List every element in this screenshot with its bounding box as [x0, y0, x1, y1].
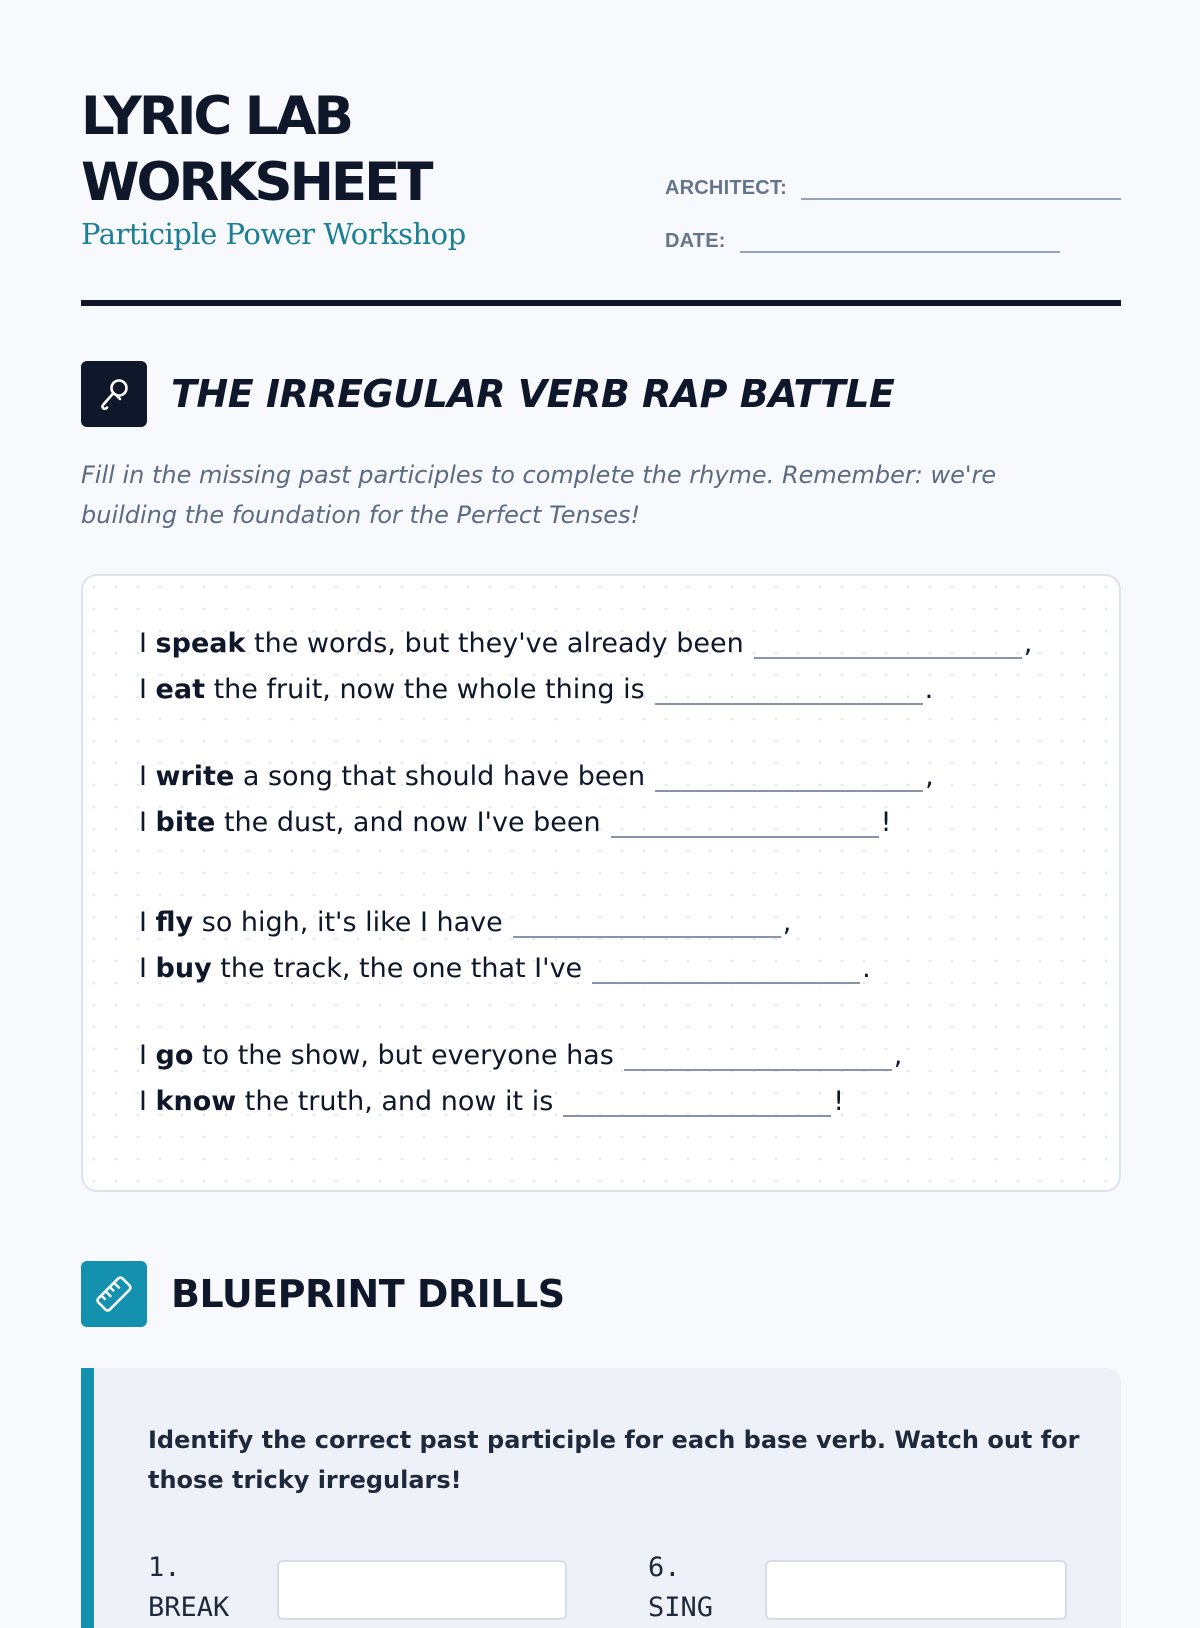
participle-blank[interactable] [611, 814, 879, 838]
drill-answer-input-1[interactable] [277, 1560, 567, 1620]
rap-line-prefix: I [139, 1040, 156, 1071]
blueprint-drills-section-header [81, 1261, 565, 1327]
architect-label: ARCHITECT: [665, 177, 787, 199]
header [81, 84, 1121, 304]
drill-box [81, 1368, 1121, 1628]
rap-line-punctuation: . [924, 674, 934, 705]
rap-line-prefix: I [139, 761, 156, 792]
participle-blank[interactable] [754, 635, 1022, 659]
rap-line-prefix: I [139, 674, 156, 705]
base-verb: buy [155, 953, 212, 984]
drill-item-1 [148, 1548, 258, 1628]
drill-instructions: Identify the correct past participle for each base verb. Watch out for those tricky irregulars! [148, 1426, 1080, 1494]
rap-battle-instructions: Fill in the missing past participles to complete the rhyme. Remember: we're building the foundation for the Perfect Tenses! [81, 461, 997, 529]
rap-line-punctuation: , [925, 761, 934, 792]
rap-line-prefix: I [139, 1086, 156, 1117]
rap-lyrics-card [81, 574, 1121, 1192]
rap-line [139, 761, 934, 792]
drill-item-verb: SING [648, 1592, 714, 1623]
participle-blank[interactable] [655, 681, 923, 705]
worksheet-subtitle: Participle Power Workshop [81, 217, 466, 251]
drill-item-verb: BREAK [148, 1592, 230, 1623]
architect-row [665, 170, 1121, 200]
rap-line [139, 1040, 902, 1071]
rap-line-prefix: I [139, 907, 156, 938]
rap-battle-section-header [81, 361, 894, 427]
rap-line [139, 674, 933, 705]
participle-blank[interactable] [655, 768, 923, 792]
drill-item-6 [648, 1548, 758, 1628]
rap-line-punctuation: , [782, 907, 792, 938]
rap-line-text: the fruit, now the whole thing is [205, 674, 645, 705]
base-verb: bite [155, 807, 216, 838]
rap-line-text: the dust, and now I've been [215, 807, 601, 838]
rap-line-punctuation: , [893, 1040, 903, 1071]
blueprint-drills-title: BLUEPRINT DRILLS [171, 1272, 565, 1316]
rap-line-prefix: I [139, 807, 156, 838]
rap-line-punctuation: ! [833, 1086, 845, 1117]
base-verb: speak [155, 628, 246, 659]
rap-line-text: so high, it's like I have [193, 907, 503, 938]
rap-line [139, 628, 1032, 659]
participle-blank[interactable] [592, 960, 860, 984]
base-verb: fly [155, 907, 194, 938]
drill-item-number: 1. [148, 1552, 181, 1583]
participle-blank[interactable] [513, 914, 781, 938]
rap-battle-title: THE IRREGULAR VERB RAP BATTLE [171, 372, 895, 416]
header-divider [81, 300, 1121, 306]
rap-line-text: the track, the one that I've [211, 953, 583, 984]
rap-line-prefix: I [139, 953, 156, 984]
microphone-icon [81, 361, 147, 427]
participle-blank[interactable] [624, 1047, 892, 1071]
rap-line-text: a song that should have been [234, 761, 646, 792]
rap-line-text: the truth, and now it is [236, 1086, 554, 1117]
rap-line-punctuation: . [862, 953, 871, 984]
rap-line [139, 807, 891, 838]
date-label: DATE: [665, 230, 726, 252]
rap-line [139, 953, 871, 984]
base-verb: eat [155, 674, 205, 705]
rap-line [139, 907, 791, 938]
participle-blank[interactable] [563, 1093, 831, 1117]
architect-field[interactable] [801, 178, 1121, 200]
base-verb: go [155, 1040, 194, 1071]
rap-line-prefix: I [139, 628, 156, 659]
rap-line [139, 1086, 844, 1117]
date-row [665, 223, 1060, 253]
rap-line-text: to the show, but everyone has [193, 1040, 614, 1071]
base-verb: know [155, 1086, 237, 1117]
rap-line-punctuation: , [1023, 628, 1033, 659]
date-field[interactable] [740, 231, 1060, 253]
base-verb: write [155, 761, 235, 792]
rap-line-punctuation: ! [880, 807, 892, 838]
drill-item-number: 6. [648, 1552, 681, 1583]
ruler-icon [81, 1261, 147, 1327]
drill-answer-input-6[interactable] [765, 1560, 1067, 1620]
worksheet-title: LYRIC LAB WORKSHEET [81, 86, 431, 213]
rap-line-text: the words, but they've already been [245, 628, 744, 659]
